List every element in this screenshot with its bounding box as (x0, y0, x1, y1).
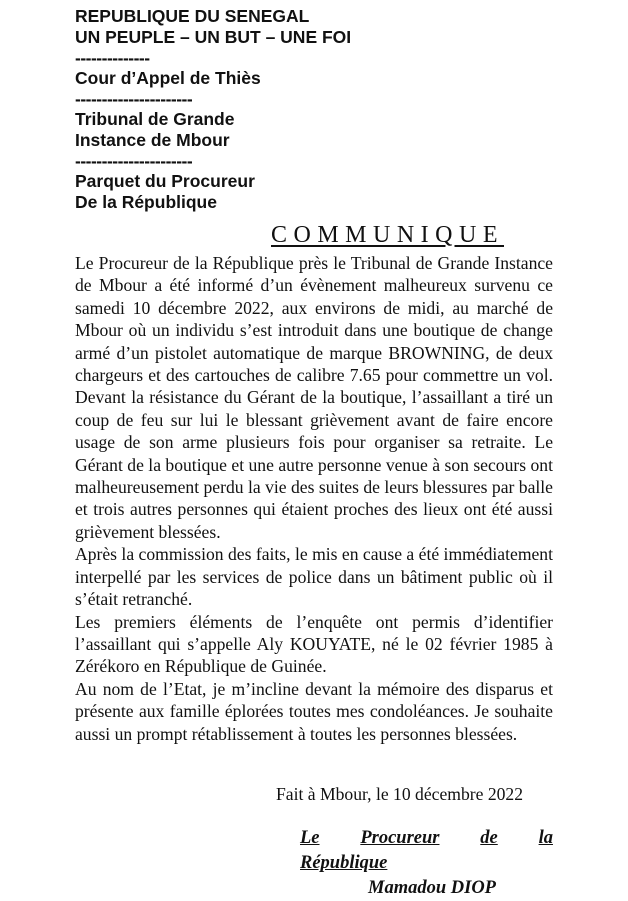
country-name: REPUBLIQUE DU SENEGAL (75, 6, 310, 26)
separator: -------------- (75, 48, 150, 68)
signatory-title-line-2 (300, 851, 553, 876)
paragraph: Les premiers éléments de l’enquête ont permis d’identifier l’assaillant qui s’appelle Aly KOUYATE, né le 02 février 1985 à Zérékoro en République de Guinée. (75, 611, 553, 677)
letterhead (75, 6, 351, 213)
paragraph: Le Procureur de la République près le Tribunal de Grande Instance de Mbour a été informé d’un évènement malheureux survenu ce samedi 10 décembre 2022, aux environs de midi, au marché de Mbour où un individu s’est introduit dans une boutique de change armé d’un pistolet automatique de marque BROWNING, de deux chargeurs et des cartouches de calibre 7.65 pour commettre un vol. Devant la résistance du Gérant de la boutique, l’assaillant a tiré un coup de feu sur lui le blessant grièvement avant de faire encore usage de son arme plusieurs fois pour organiser sa retraite. Le Gérant de la boutique et une autre personne venue à son secours ont malheureusement perdu la vie des suites de leurs blessures par balle et trois autres personnes qui étaient proches des lieux ont été aussi grièvement blessées. (75, 253, 553, 542)
separator: ---------------------- (75, 151, 193, 171)
signatory-title-word: Procureur (360, 828, 440, 848)
signatory-title-word: République (300, 853, 388, 873)
signatory-title-word: Le (300, 828, 320, 848)
signatory-title-word: la (538, 828, 553, 848)
parquet-line-1: Parquet du Procureur (75, 171, 255, 191)
paragraph: Après la commission des faits, le mis en cause a été immédiatement interpellé par les services de police dans un bâtiment public où il s’était retranché. (75, 544, 553, 610)
signatory-name: Mamadou DIOP (368, 878, 496, 898)
document-title: COMMUNIQUE (271, 222, 504, 248)
signatory-title-word: de (480, 828, 498, 848)
place-and-date: Fait à Mbour, le 10 décembre 2022 (276, 784, 524, 804)
tribunal-line-1: Tribunal de Grande (75, 109, 235, 129)
court-of-appeal: Cour d’Appel de Thiès (75, 68, 261, 88)
signature-block (300, 826, 553, 901)
national-motto: UN PEUPLE – UN BUT – UNE FOI (75, 27, 352, 47)
document-body (75, 252, 553, 745)
signatory-title-line-1 (300, 826, 553, 851)
parquet-line-2: De la République (75, 192, 217, 212)
tribunal-line-2: Instance de Mbour (75, 130, 230, 150)
paragraph: Au nom de l’Etat, je m’incline devant la mémoire des disparus et présente aux famille éplorées toutes mes condoléances. Je souhaite aussi un prompt rétablissement à toutes les personnes blessées. (75, 678, 553, 744)
separator: ---------------------- (75, 89, 193, 109)
